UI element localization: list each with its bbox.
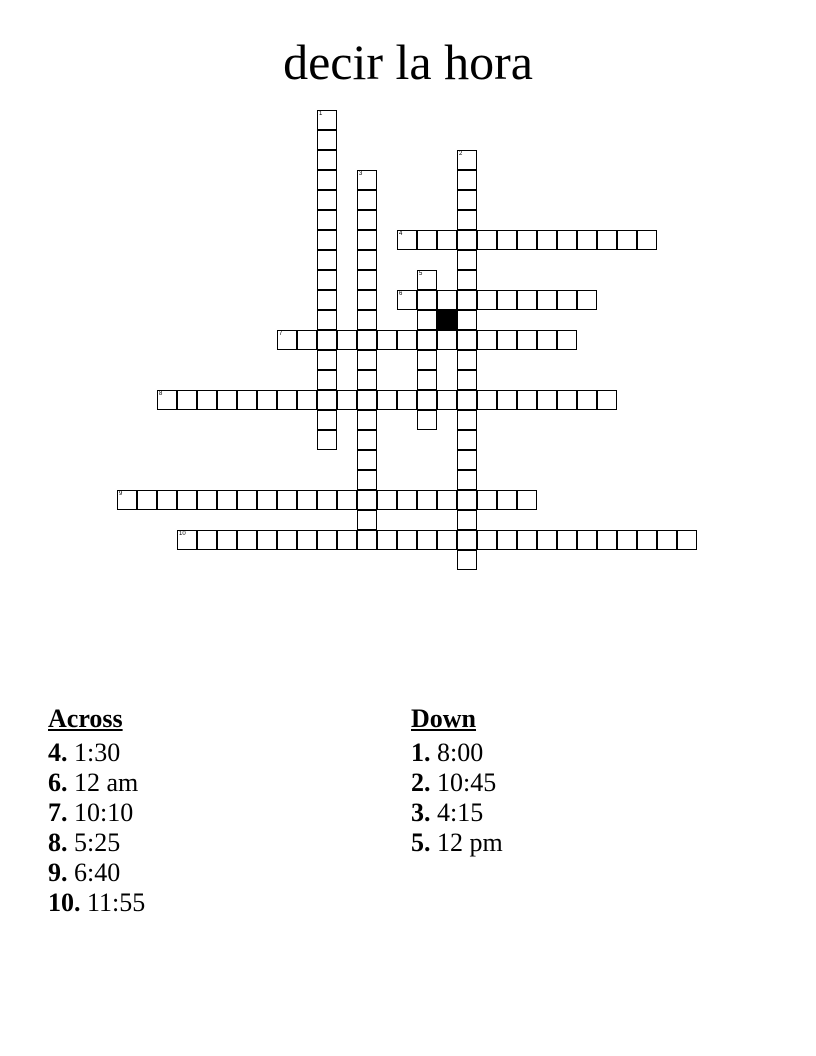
grid-cell[interactable] (197, 390, 217, 410)
down-clue (411, 738, 503, 768)
grid-cell[interactable] (357, 410, 377, 430)
clue-text: 8:00 (430, 738, 484, 767)
grid-cell[interactable] (617, 530, 637, 550)
grid-cell[interactable] (177, 390, 197, 410)
cell-number: 9 (119, 491, 123, 497)
grid-cell[interactable] (557, 530, 577, 550)
grid-cell[interactable] (417, 410, 437, 430)
clue-text: 12 pm (430, 828, 503, 857)
grid-cell[interactable] (397, 330, 417, 350)
cell-number: 7 (279, 331, 283, 337)
across-clue (48, 888, 145, 918)
grid-cell[interactable] (357, 370, 377, 390)
grid-cell[interactable] (317, 110, 337, 130)
clue-number: 7. (48, 798, 68, 827)
grid-cell[interactable] (457, 330, 477, 350)
grid-cell[interactable] (357, 270, 377, 290)
grid-cell[interactable] (457, 510, 477, 530)
grid-cell[interactable] (317, 530, 337, 550)
grid-cell[interactable] (417, 270, 437, 290)
grid-cell[interactable] (297, 530, 317, 550)
grid-cell[interactable] (257, 490, 277, 510)
grid-cell[interactable] (457, 550, 477, 570)
grid-cell[interactable] (457, 230, 477, 250)
grid-cell[interactable] (317, 170, 337, 190)
grid-cell[interactable] (337, 330, 357, 350)
clue-text: 5:25 (67, 828, 121, 857)
grid-cell[interactable] (577, 230, 597, 250)
clue-text: 4:15 (430, 798, 484, 827)
grid-cell[interactable] (437, 530, 457, 550)
grid-cell[interactable] (577, 390, 597, 410)
clue-number: 2. (411, 768, 431, 797)
grid-cell[interactable] (517, 490, 537, 510)
grid-cell[interactable] (457, 310, 477, 330)
grid-cell[interactable] (417, 390, 437, 410)
grid-cell[interactable] (397, 290, 417, 310)
cell-number: 3 (359, 171, 363, 177)
grid-cell[interactable] (497, 330, 517, 350)
grid-cell[interactable] (357, 230, 377, 250)
grid-cell[interactable] (317, 270, 337, 290)
grid-cell[interactable] (537, 530, 557, 550)
grid-cell[interactable] (417, 230, 437, 250)
grid-cell[interactable] (317, 430, 337, 450)
grid-cell[interactable] (457, 170, 477, 190)
clue-number: 10. (48, 888, 81, 917)
grid-cell[interactable] (517, 530, 537, 550)
grid-cell[interactable] (397, 230, 417, 250)
grid-cell[interactable] (457, 250, 477, 270)
grid-cell[interactable] (497, 530, 517, 550)
grid-cell[interactable] (477, 490, 497, 510)
grid-cell[interactable] (457, 270, 477, 290)
grid-cell[interactable] (517, 290, 537, 310)
clue-text: 11:55 (80, 888, 146, 917)
grid-cell[interactable] (217, 390, 237, 410)
down-clue (411, 828, 503, 858)
grid-cell[interactable] (597, 530, 617, 550)
grid-cell[interactable] (137, 490, 157, 510)
grid-cell[interactable] (277, 330, 297, 350)
grid-cell[interactable] (617, 230, 637, 250)
clue-text: 6:40 (67, 858, 121, 887)
grid-cell[interactable] (457, 450, 477, 470)
grid-cell[interactable] (157, 390, 177, 410)
grid-cell[interactable] (297, 490, 317, 510)
grid-cell[interactable] (377, 330, 397, 350)
across-clue (48, 798, 145, 828)
grid-cell[interactable] (317, 250, 337, 270)
grid-cell[interactable] (437, 230, 457, 250)
grid-cell[interactable] (237, 490, 257, 510)
grid-cell[interactable] (457, 530, 477, 550)
grid-cell[interactable] (257, 530, 277, 550)
grid-cell[interactable] (437, 290, 457, 310)
grid-cell[interactable] (357, 350, 377, 370)
grid-cell[interactable] (357, 290, 377, 310)
across-clue (48, 738, 145, 768)
grid-cell[interactable] (497, 490, 517, 510)
grid-cell[interactable] (317, 290, 337, 310)
grid-cell[interactable] (357, 170, 377, 190)
down-clues (411, 704, 503, 858)
clue-number: 1. (411, 738, 431, 767)
grid-cell[interactable] (277, 390, 297, 410)
grid-cell[interactable] (197, 490, 217, 510)
grid-cell[interactable] (657, 530, 677, 550)
grid-cell[interactable] (417, 490, 437, 510)
clue-text: 10:45 (430, 768, 497, 797)
grid-cell[interactable] (437, 390, 457, 410)
grid-cell[interactable] (517, 330, 537, 350)
grid-cell[interactable] (417, 350, 437, 370)
grid-cell[interactable] (557, 230, 577, 250)
grid-cell[interactable] (537, 290, 557, 310)
grid-cell[interactable] (317, 230, 337, 250)
cell-number: 6 (399, 291, 403, 297)
grid-cell[interactable] (417, 330, 437, 350)
grid-cell[interactable] (457, 490, 477, 510)
cell-number: 5 (419, 271, 423, 277)
grid-cell[interactable] (457, 370, 477, 390)
grid-cell[interactable] (197, 530, 217, 550)
grid-cell[interactable] (357, 250, 377, 270)
grid-cell[interactable] (637, 530, 657, 550)
grid-cell[interactable] (397, 530, 417, 550)
across-clue (48, 828, 145, 858)
grid-cell[interactable] (537, 230, 557, 250)
clue-number: 5. (411, 828, 431, 857)
grid-cell[interactable] (577, 530, 597, 550)
grid-cell[interactable] (357, 450, 377, 470)
grid-cell[interactable] (457, 410, 477, 430)
clue-number: 4. (48, 738, 68, 767)
grid-cell[interactable] (497, 290, 517, 310)
grid-cell[interactable] (677, 530, 697, 550)
across-clue (48, 858, 145, 888)
grid-cell[interactable] (357, 390, 377, 410)
grid-cell[interactable] (337, 490, 357, 510)
grid-cell[interactable] (397, 390, 417, 410)
grid-cell[interactable] (357, 490, 377, 510)
grid-cell[interactable] (437, 490, 457, 510)
grid-cell[interactable] (237, 390, 257, 410)
grid-cell[interactable] (317, 410, 337, 430)
grid-cell[interactable] (317, 350, 337, 370)
grid-cell[interactable] (377, 390, 397, 410)
grid-cell[interactable] (457, 470, 477, 490)
grid-cell[interactable] (637, 230, 657, 250)
grid-cell[interactable] (277, 530, 297, 550)
grid-cell[interactable] (357, 430, 377, 450)
grid-cell[interactable] (477, 330, 497, 350)
grid-cell[interactable] (417, 370, 437, 390)
grid-cell[interactable] (457, 430, 477, 450)
down-clue (411, 768, 503, 798)
down-clue (411, 798, 503, 828)
grid-cell[interactable] (177, 490, 197, 510)
down-heading: Down (411, 704, 477, 733)
across-clues (48, 704, 145, 918)
grid-cell[interactable] (377, 490, 397, 510)
cell-number: 4 (399, 231, 403, 237)
grid-cell[interactable] (317, 390, 337, 410)
grid-cell[interactable] (457, 390, 477, 410)
grid-cell[interactable] (497, 390, 517, 410)
grid-cell[interactable] (597, 390, 617, 410)
grid-cell[interactable] (297, 390, 317, 410)
grid-cell[interactable] (377, 530, 397, 550)
clue-number: 3. (411, 798, 431, 827)
grid-cell[interactable] (517, 390, 537, 410)
grid-cell[interactable] (297, 330, 317, 350)
across-heading: Across (48, 704, 123, 733)
grid-cell[interactable] (317, 190, 337, 210)
grid-cell[interactable] (237, 530, 257, 550)
clue-text: 1:30 (67, 738, 121, 767)
grid-cell[interactable] (477, 230, 497, 250)
grid-cell[interactable] (537, 390, 557, 410)
grid-cell[interactable] (577, 290, 597, 310)
grid-cell[interactable] (397, 490, 417, 510)
grid-cell[interactable] (317, 370, 337, 390)
grid-cell[interactable] (417, 530, 437, 550)
grid-cell[interactable] (517, 230, 537, 250)
grid-cell[interactable] (217, 490, 237, 510)
clue-number: 6. (48, 768, 68, 797)
grid-cell[interactable] (317, 130, 337, 150)
grid-cell[interactable] (597, 230, 617, 250)
grid-cell[interactable] (357, 530, 377, 550)
grid-cell[interactable] (317, 210, 337, 230)
cell-number: 1 (319, 111, 323, 117)
grid-cell[interactable] (357, 510, 377, 530)
grid-cell[interactable] (357, 190, 377, 210)
grid-cell[interactable] (417, 290, 437, 310)
grid-cell[interactable] (417, 310, 437, 330)
grid-cell[interactable] (357, 470, 377, 490)
grid-cell[interactable] (357, 210, 377, 230)
grid-cell[interactable] (277, 490, 297, 510)
grid-cell[interactable] (317, 150, 337, 170)
puzzle-title: decir la hora (283, 34, 533, 90)
grid-cell[interactable] (177, 530, 197, 550)
grid-cell[interactable] (257, 390, 277, 410)
grid-cell[interactable] (457, 290, 477, 310)
grid-cell[interactable] (337, 390, 357, 410)
grid-cell[interactable] (337, 530, 357, 550)
grid-cell[interactable] (457, 190, 477, 210)
grid-cell[interactable] (497, 230, 517, 250)
black-cell (437, 310, 457, 330)
grid-cell[interactable] (477, 530, 497, 550)
grid-cell[interactable] (317, 330, 337, 350)
across-clue (48, 768, 145, 798)
grid-cell[interactable] (457, 150, 477, 170)
grid-cell[interactable] (557, 330, 577, 350)
grid-cell[interactable] (457, 350, 477, 370)
cell-number: 2 (459, 151, 463, 157)
grid-cell[interactable] (157, 490, 177, 510)
grid-cell[interactable] (357, 330, 377, 350)
clue-number: 9. (48, 858, 68, 887)
grid-cell[interactable] (477, 290, 497, 310)
grid-cell[interactable] (457, 210, 477, 230)
grid-cell[interactable] (217, 530, 237, 550)
grid-cell[interactable] (357, 310, 377, 330)
grid-cell[interactable] (317, 310, 337, 330)
grid-cell[interactable] (557, 290, 577, 310)
grid-cell[interactable] (557, 390, 577, 410)
grid-cell[interactable] (437, 330, 457, 350)
grid-cell[interactable] (477, 390, 497, 410)
clue-number: 8. (48, 828, 68, 857)
clue-text: 12 am (67, 768, 139, 797)
cell-number: 10 (179, 531, 186, 537)
grid-cell[interactable] (117, 490, 137, 510)
clue-text: 10:10 (67, 798, 134, 827)
grid-cell[interactable] (317, 490, 337, 510)
cell-number: 8 (159, 391, 163, 397)
grid-cell[interactable] (537, 330, 557, 350)
